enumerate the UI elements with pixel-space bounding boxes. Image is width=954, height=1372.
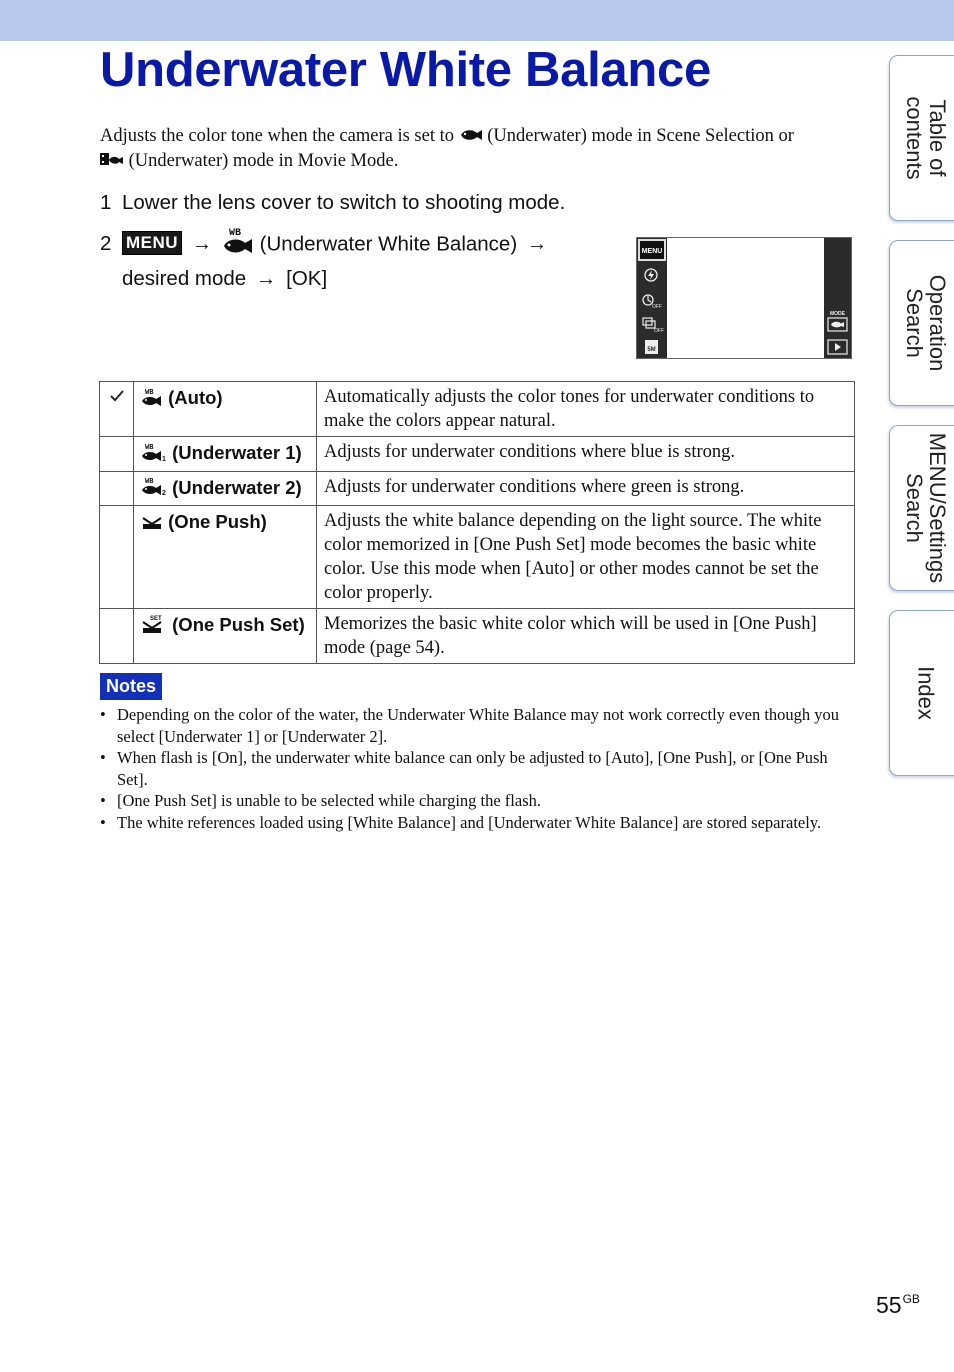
intro-text-2: (Underwater) mode in Movie Mode. (128, 150, 399, 171)
mode-label: MODE (830, 311, 845, 317)
note-item: • The white references loaded using [White Balance] and [Underwater White Balance] are stored separately. (100, 812, 860, 834)
self-timer-off-icon (643, 295, 662, 310)
step-ok-text: [OK] (286, 267, 328, 290)
mode-name: (Underwater 2) (172, 476, 302, 498)
table-row (100, 437, 855, 472)
burst-off-icon (643, 318, 664, 334)
one-push-icon (141, 512, 163, 535)
mode-description: Automatically adjusts the color tones for underwater conditions to make the colors appear natural. (317, 382, 855, 437)
step-number: 1 (100, 191, 112, 214)
mode-description: Adjusts for underwater conditions where green is strong. (317, 471, 855, 506)
mode-name-cell (134, 382, 317, 437)
screen-menu-label: MENU (641, 248, 663, 255)
side-tab-menu-settings-search[interactable] (889, 425, 954, 591)
side-tab-label: Index (913, 666, 938, 720)
mode-name: (Underwater 1) (172, 442, 302, 463)
side-tab-table-of-contents[interactable] (889, 55, 954, 221)
page-number: $55^{GB}$ (876, 1292, 920, 1318)
screen-right-bar (824, 238, 851, 358)
playback-icon[interactable] (828, 340, 847, 354)
table-row (100, 609, 855, 664)
check-cell (100, 506, 134, 609)
notes-label: Notes (100, 673, 162, 700)
icon-subscript: 1 (162, 455, 166, 462)
check-cell (100, 609, 134, 664)
mode-underwater-icon[interactable] (828, 318, 847, 331)
svg-text:WB: WB (145, 478, 154, 487)
side-tab-label: Operation Search (901, 274, 950, 372)
table-row (100, 471, 855, 506)
movie-underwater-icon (100, 150, 124, 174)
underwater-wb-icon (222, 226, 254, 264)
mode-name-cell (134, 437, 317, 472)
icon-set-label: SET (150, 615, 162, 622)
check-cell (100, 437, 134, 472)
arrow-icon: → (526, 232, 548, 256)
page-title: Underwater White Balance (100, 43, 711, 97)
menu-key: MENU (122, 231, 182, 255)
camera-screen-illustration (636, 237, 852, 359)
arrow-icon: → (255, 267, 277, 290)
mode-name-cell (134, 506, 317, 609)
arrow-icon: → (191, 232, 213, 256)
step-number: 2 (100, 232, 112, 256)
side-tab-label: MENU/Settings Search (901, 432, 950, 584)
step-text: Lower the lens cover to switch to shooting mode. (122, 191, 566, 214)
mode-name: (One Push) (168, 511, 267, 533)
off-label: OFF (654, 328, 664, 334)
screen-menu-button[interactable] (638, 239, 666, 261)
screen-left-bar (637, 238, 667, 358)
intro-text-1a: Adjusts the color tone when the camera is set to (100, 126, 454, 146)
checkmark-icon (109, 388, 125, 409)
table-row (100, 506, 855, 609)
underwater-wb-auto-icon (141, 387, 163, 412)
mode-description: Memorizes the basic white color which will be used in [One Push] mode (page 54). (317, 609, 855, 664)
intro-text-1b: (Underwater) mode in Scene Selection or (487, 126, 794, 146)
image-size-label: 5M (647, 347, 656, 353)
svg-text:WB: WB (145, 443, 154, 452)
table-row (100, 382, 855, 437)
mode-name-cell (134, 609, 317, 664)
flash-off-icon (645, 269, 657, 281)
page-suffix: GB (902, 1292, 920, 1306)
icon-subscript: 2 (162, 490, 166, 497)
image-size-icon (645, 340, 658, 354)
header-band (0, 0, 954, 41)
mode-name: (One Push Set) (172, 614, 305, 636)
svg-text:WB: WB (145, 388, 154, 397)
step-item: (Underwater White Balance) (259, 232, 518, 256)
mode-name-cell (134, 471, 317, 506)
default-check-cell (100, 382, 134, 437)
underwater-fish-icon (459, 125, 483, 149)
underwater-wb-2-icon (141, 476, 167, 501)
note-item: • When flash is [On], the underwater white balance can only be adjusted to [Auto], [One Push], or [One Push Set]. (100, 747, 860, 790)
mode-description: Adjusts for underwater conditions where blue is strong. (317, 437, 855, 472)
mode-description: Adjusts the white balance depending on the light source. The white color memorized in [One Push Set] mode becomes the basic white color. Use this mode when [Auto] or other modes cannot be set the color properly. (317, 506, 855, 609)
one-push-set-icon (141, 614, 167, 639)
step-1 (100, 191, 565, 215)
mode-table (99, 381, 855, 664)
off-label: OFF (652, 304, 662, 310)
side-tab-index[interactable] (889, 610, 954, 776)
check-cell (100, 471, 134, 506)
intro-paragraph (100, 124, 860, 174)
notes-list (100, 704, 860, 833)
step-mode-text: desired mode (122, 267, 247, 290)
note-item: • [One Push Set] is unable to be selected while charging the flash. (100, 790, 860, 812)
underwater-wb-1-icon (141, 442, 167, 467)
note-item: • Depending on the color of the water, the Underwater White Balance may not work correctly even though you select [Underwater 1] or [Underwater 2]. (100, 704, 860, 747)
step-2 (100, 226, 551, 293)
side-tab-operation-search[interactable] (889, 240, 954, 406)
mode-name: (Auto) (168, 387, 223, 408)
side-tab-label: Table of contents (901, 96, 950, 180)
svg-text:WB: WB (228, 228, 241, 239)
